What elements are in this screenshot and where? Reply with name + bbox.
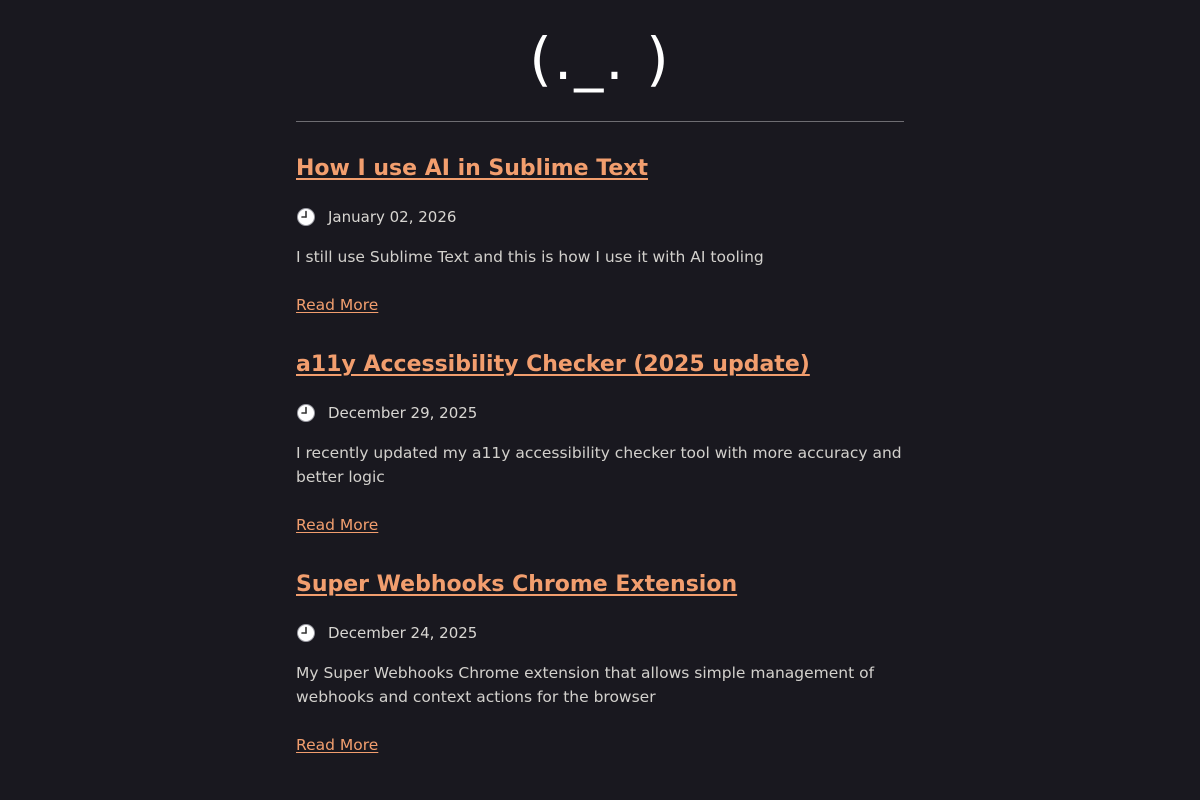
post-date: January 02, 2026 — [328, 208, 457, 226]
post-excerpt: My Super Webhooks Chrome extension that allows simple management of webhooks and context actions for the browser — [296, 664, 875, 706]
post-title-link[interactable]: How I use AI in Sublime Text — [296, 156, 648, 181]
read-more-link[interactable]: Read More — [296, 736, 379, 754]
post-title-link[interactable]: Super Webhooks Chrome Extension — [296, 572, 738, 597]
post-item — [296, 155, 904, 317]
clock-icon — [296, 403, 316, 423]
site-logo[interactable]: (._. ) — [529, 25, 671, 93]
post-date: December 24, 2025 — [328, 624, 478, 642]
post-title-link[interactable]: a11y Accessibility Checker (2025 update) — [296, 352, 810, 377]
post-list — [296, 155, 904, 757]
clock-icon — [296, 623, 316, 643]
read-more-link[interactable]: Read More — [296, 296, 379, 314]
post-item — [296, 571, 904, 757]
post-excerpt: I recently updated my a11y accessibility checker tool with more accuracy and better logic — [296, 444, 902, 486]
post-item — [296, 351, 904, 537]
post-meta — [296, 206, 904, 228]
post-date: December 29, 2025 — [328, 404, 478, 422]
read-more-link[interactable]: Read More — [296, 516, 379, 534]
clock-icon — [296, 207, 316, 227]
page-container — [296, 0, 904, 757]
post-excerpt: I still use Sublime Text and this is how I use it with AI tooling — [296, 248, 764, 266]
post-meta — [296, 402, 904, 424]
header-divider — [296, 121, 904, 122]
post-meta — [296, 622, 904, 644]
